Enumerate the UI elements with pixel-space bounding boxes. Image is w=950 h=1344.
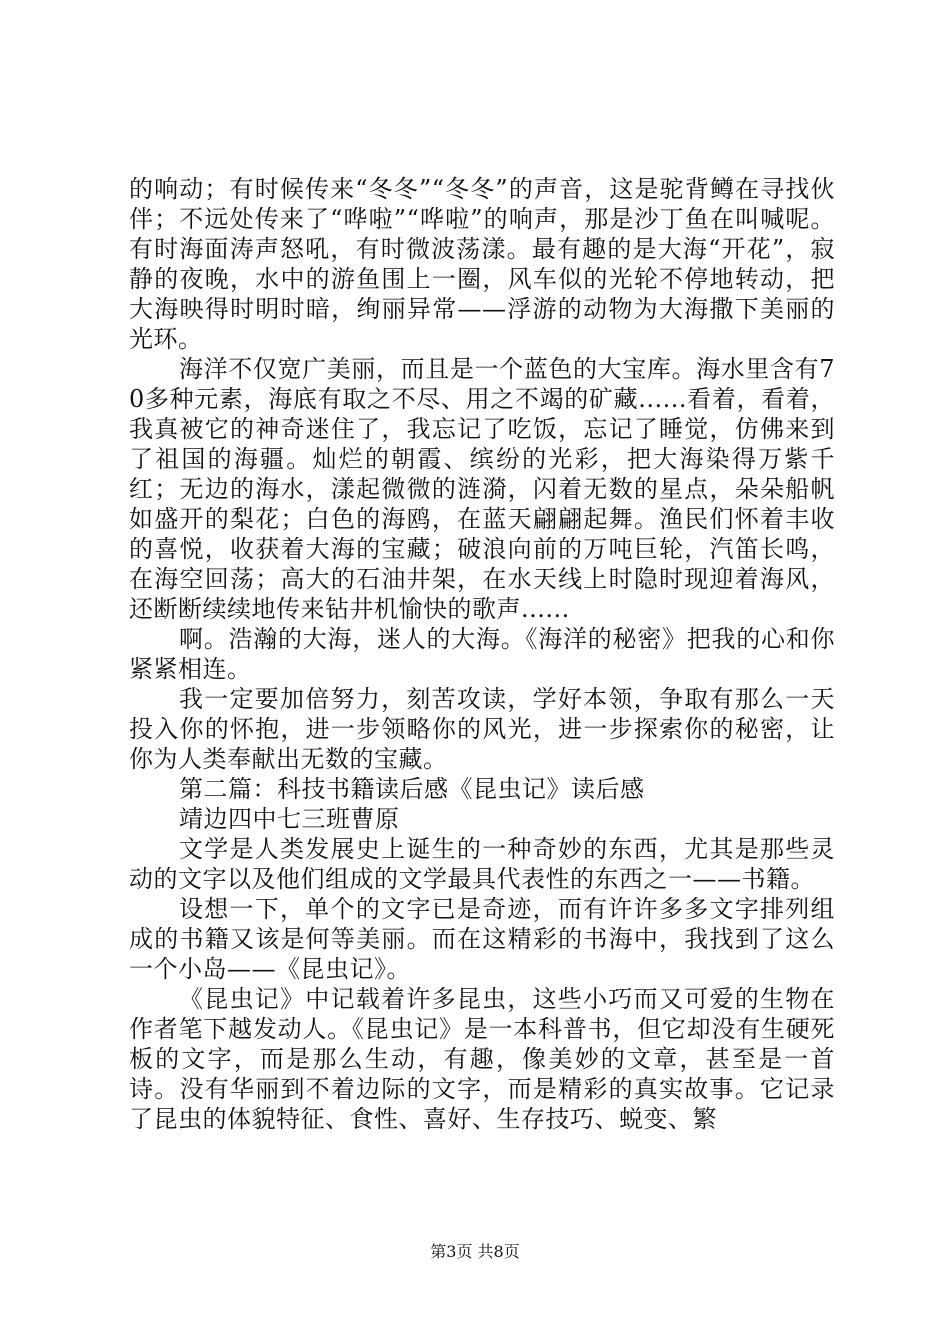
section-heading: 第二篇：科技书籍读后感《昆虫记》读后感: [179, 775, 645, 803]
paragraph: 设想一下，单个的文字已是奇迹，而有许许多多文字排列组成的书籍又该是何等美丽。而在这精彩的书海中，我找到了这么一个小岛——《昆虫记》。: [129, 895, 835, 983]
paragraph: 的响动；有时候传来“冬冬”“冬冬”的声音，这是驼背鳟在寻找伙伴；不远处传来了“哗啦”“哗啦”的响声，那是沙丁鱼在叫喊呢。有时海面涛声怒吼，有时微波荡漾。最有趣的是大海“开花”，寂静的夜晚，水中的游鱼围上一圈，风车似的光轮不停地转动，把大海映得时明时暗，绚丽异常——浮游的动物为大海撒下美丽的光环。: [129, 175, 835, 353]
paragraph: 我一定要加倍努力，刻苦攻读，学好本领，争取有那么一天投入你的怀抱，进一步领略你的风光，进一步探索你的秘密，让你为人类奉献出无数的宝藏。: [129, 685, 835, 773]
paragraph: 《昆虫记》中记载着许多昆虫，这些小巧而又可爱的生物在作者笔下越发动人。《昆虫记》是一本科普书，但它却没有生硬死板的文字，而是那么生动，有趣，像美妙的文章，甚至是一首诗。没有华丽到不着边际的文字，而是精彩的真实故事。它记录了昆虫的体貌特征、食性、喜好、生存技巧、蜕变、繁: [129, 985, 835, 1133]
page-number-footer: 第3页 共8页: [430, 1242, 520, 1261]
document-body: [129, 174, 835, 1134]
paragraph: 文学是人类发展史上诞生的一种奇妙的东西，尤其是那些灵动的文字以及他们组成的文学最具代表性的东西之一——书籍。: [129, 835, 835, 893]
paragraph: 啊。浩瀚的大海，迷人的大海。《海洋的秘密》把我的心和你紧紧相连。: [129, 625, 835, 683]
author-line: 靖边四中七三班曹原: [179, 805, 400, 833]
paragraph: 海洋不仅宽广美丽，而且是一个蓝色的大宝库。海水里含有70多种元素，海底有取之不尽、用之不竭的矿藏......看着，看着，我真被它的神奇迷住了，我忘记了吃饭，忘记了睡觉，仿佛来到了祖国的海疆。灿烂的朝霞、缤纷的光彩，把大海染得万紫千红；无边的海水，漾起微微的涟漪，闪着无数的星点，朵朵船帆如盛开的梨花；白色的海鸥，在蓝天翩翩起舞。渔民们怀着丰收的喜悦，收获着大海的宝藏；破浪向前的万吨巨轮，汽笛长鸣，在海空回荡；高大的石油井架，在水天线上时隐时现迎着海风，还断断续续地传来钻井机愉快的歌声......: [129, 355, 835, 623]
